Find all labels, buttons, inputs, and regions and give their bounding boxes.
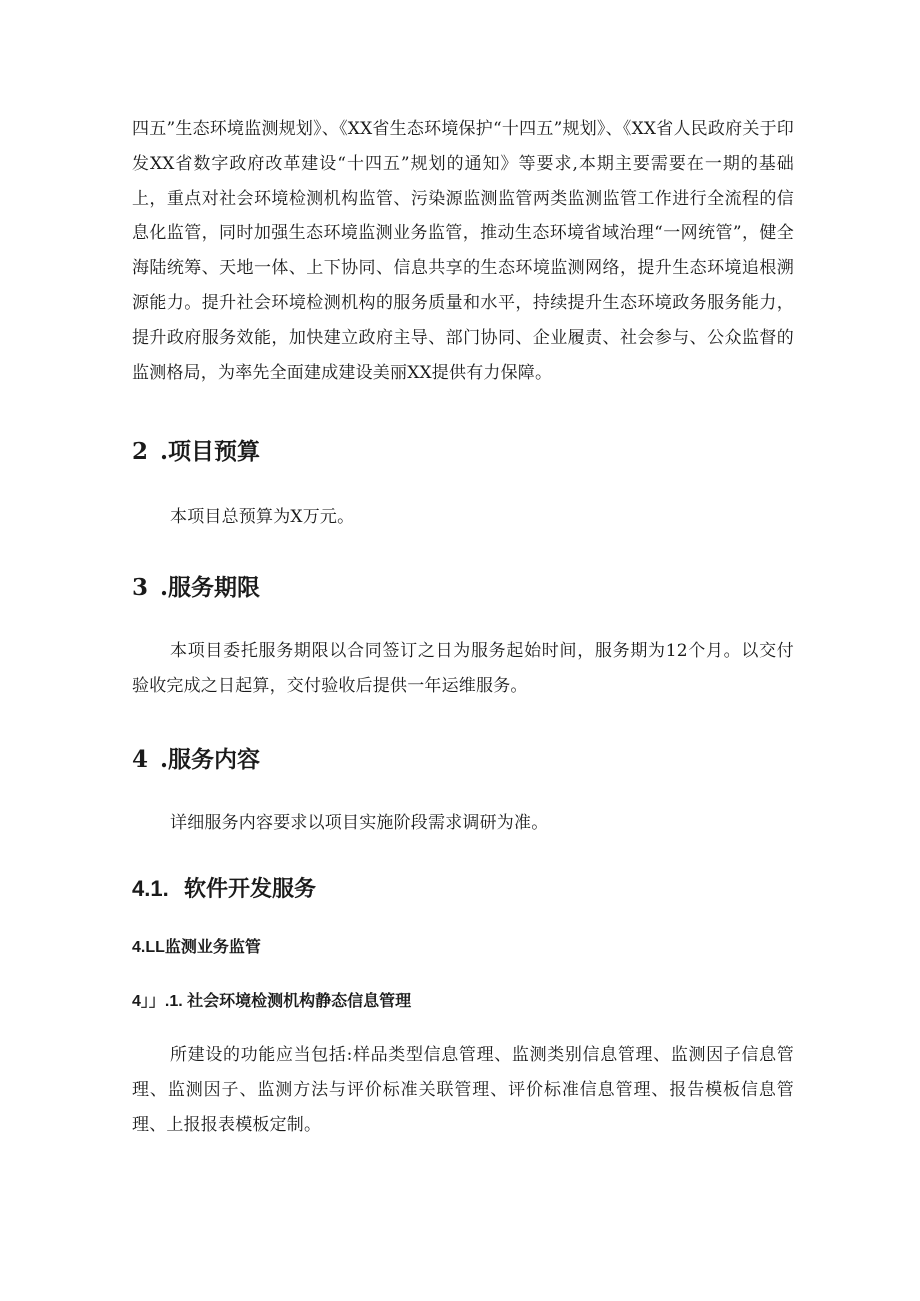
subsection-title: 软件开发服务 [184, 876, 317, 902]
subsection-number: 4.1. [132, 876, 169, 901]
section-heading-budget [132, 437, 260, 467]
intro-paragraph: 四五”生态环境监测规划》、《XX省生态环境保护“十四五”规划》、《XX省人民政府关于印发XX省数字政府改革建设“十四五”规划的通知》等要求,本期主要需要在一期的基础上，重点对社会环境检测机构监管、污染源监测监管两类监测监管工作进行全流程的信息化监管，同时加强生态环境监测业务监管，推动生态环境省域治理“一网统管”，健全海陆统筹、天地一体、上下协同、信息共享的生态环境监测网络，提升生态环境追根溯源能力。提升社会环境检测机构的服务质量和水平，持续提升生态环境政务服务能力，提升政府服务效能，加快建立政府主导、部门协同、企业履责、社会参与、公众监督的监测格局，为率先全面建成建设美丽XX提供有力保障。 [132, 119, 794, 383]
subsubsubsection-heading-static-info: 4」」.1. 社会环境检测机构静态信息管理 [132, 993, 412, 1010]
section-title: .服务期限 [160, 574, 261, 601]
period-paragraph: 本项目委托服务期限以合同签订之日为服务起始时间，服务期为12个月。以交付验收完成之日起算，交付验收后提供一年运维服务。 [132, 641, 794, 696]
subsection-heading-software [132, 874, 316, 904]
section-number: 4 [132, 746, 149, 773]
section-number: 3 [132, 574, 149, 601]
section-title: .项目预算 [160, 438, 261, 465]
section-number: 2 [132, 438, 149, 465]
section-heading-content [132, 745, 260, 775]
budget-paragraph: 本项目总预算为X万元。 [170, 507, 355, 527]
section-title: .服务内容 [160, 746, 261, 773]
subsubsection-heading-monitoring: 4.LL监测业务监管 [132, 939, 261, 956]
section-heading-period [132, 573, 260, 603]
static-info-paragraph: 所建设的功能应当包括:样品类型信息管理、监测类别信息管理、监测因子信息管理、监测因子、监测方法与评价标准关联管理、评价标准信息管理、报告模板信息管理、上报报表模板定制。 [132, 1045, 794, 1135]
content-paragraph: 详细服务内容要求以项目实施阶段需求调研为准。 [170, 813, 549, 833]
